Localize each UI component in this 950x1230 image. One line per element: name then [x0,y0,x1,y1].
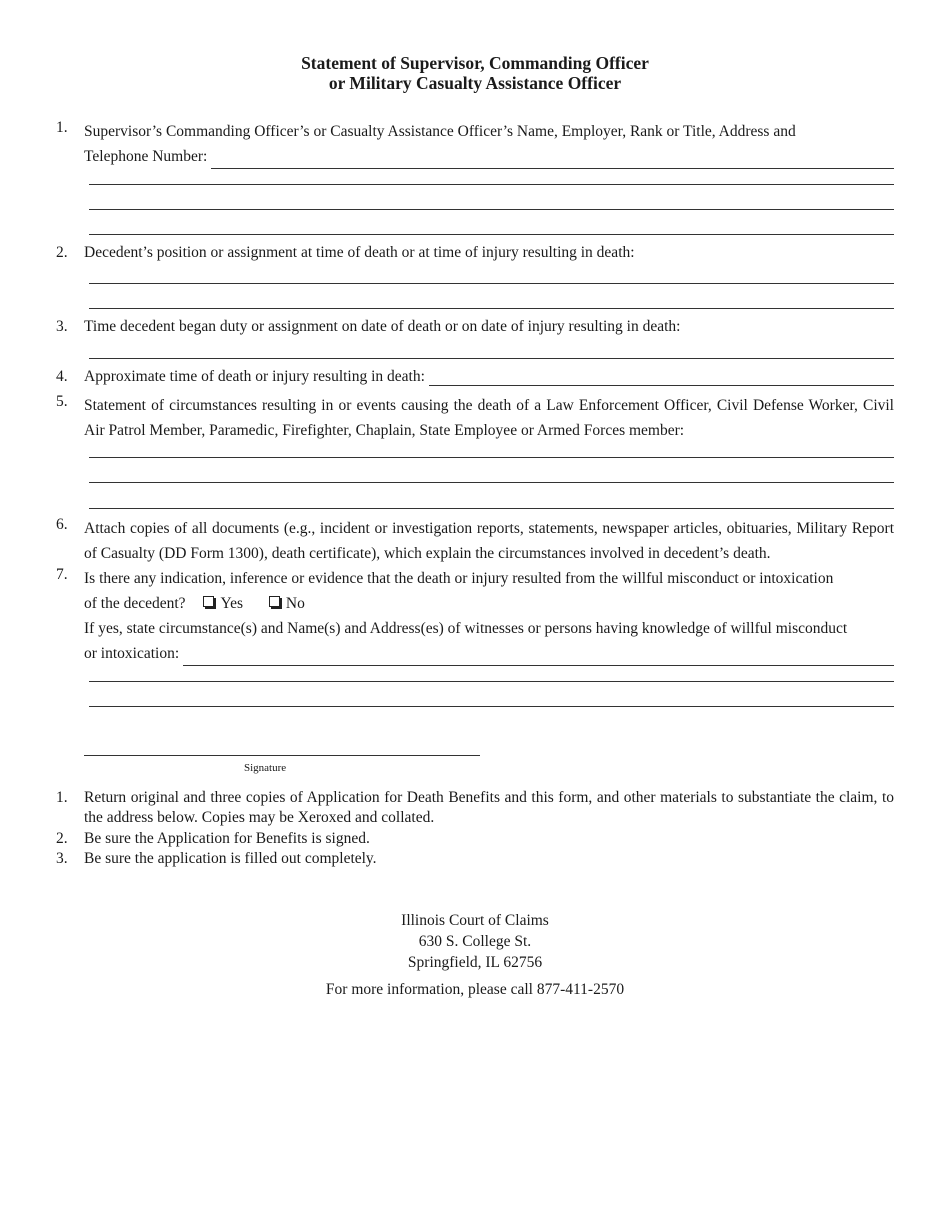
title-line-1: Statement of Supervisor, Commanding Officer [301,53,649,73]
address-line-3: Springfield, IL 62756 [407,954,543,971]
address-line-2: 630 S. College St. [418,933,532,950]
instruction-number: 2. [56,830,68,847]
title-line-2: or Military Casualty Assistance Officer [328,73,622,93]
question-number: 2. [56,244,68,261]
question-text: Supervisor’s Commanding Officer’s or Casualty Assistance Officer’s Name, Employer, Rank or Title, Address and [84,123,796,140]
question-text: Telephone Number: [84,148,208,165]
question-number: 1. [56,119,68,136]
question-text: Time decedent began duty or assignment on date of death or on date of injury resulting in death: [84,318,681,335]
answer-field-q1[interactable] [211,154,894,169]
question-text: Approximate time of death or injury resulting in death: [84,368,425,385]
instruction-text: Be sure the application is filled out completely. [84,850,377,867]
answer-field-q7[interactable] [183,651,894,666]
yes-label: Yes [220,595,243,612]
question-number: 3. [56,318,68,335]
answer-line-q5[interactable] [89,508,894,509]
answer-line-q5[interactable] [89,457,894,458]
contact-info: For more information, please call 877-411-2570 [325,981,625,998]
no-label: No [285,595,305,612]
answer-line-q2[interactable] [89,308,894,309]
question-text: Statement of circumstances resulting in or events causing the death of a Law Enforcement Officer, Civil Defense Worker, Civil Air Patrol Member, Paramedic, Firefighter, Chaplain, State Employee or Armed Forces member: [84,397,894,439]
question-number: 4. [56,368,68,385]
followup-text: If yes, state circumstance(s) and Name(s) and Address(es) of witnesses or persons having knowledge of willful misconduct [84,620,848,637]
question-text: of the decedent? [84,595,186,612]
instruction-text: Be sure the Application for Benefits is signed. [84,830,370,847]
question-text: Is there any indication, inference or evidence that the death or injury resulted from the willful misconduct or intoxication [84,570,834,587]
answer-line-q7[interactable] [89,706,894,707]
answer-line-q1[interactable] [89,184,894,185]
signature-label: Signature [244,762,287,774]
question-number: 7. [56,566,68,583]
instruction-number: 3. [56,850,68,867]
answer-line-q5[interactable] [89,482,894,483]
instruction-number: 1. [56,789,68,806]
form-title [0,53,950,93]
answer-line-q1[interactable] [89,234,894,235]
address-line-1: Illinois Court of Claims [401,912,549,929]
followup-text: or intoxication: [84,645,180,662]
answer-line-q2[interactable] [89,283,894,284]
instruction-text: Return original and three copies of Application for Death Benefits and this form, and other materials to substantiate the claim, to the address below. Copies may be Xeroxed and collated. [84,789,894,826]
answer-line-q1[interactable] [89,209,894,210]
mailing-address [0,910,950,973]
question-number: 6. [56,516,68,533]
question-text: Attach copies of all documents (e.g., incident or investigation reports, statements, newspaper articles, obituaries, Military Report of Casualty (DD Form 1300), death certificate), which explain the circumstances involved in decedent’s death. [84,520,894,562]
answer-line-q3[interactable] [89,358,894,359]
question-number: 5. [56,393,68,410]
answer-line-q7[interactable] [89,681,894,682]
yes-checkbox[interactable] [203,596,214,607]
signature-line[interactable] [84,755,480,756]
answer-field-q4[interactable] [429,371,894,386]
question-text: Decedent’s position or assignment at time of death or at time of injury resulting in death: [84,244,635,261]
no-checkbox[interactable] [269,596,280,607]
